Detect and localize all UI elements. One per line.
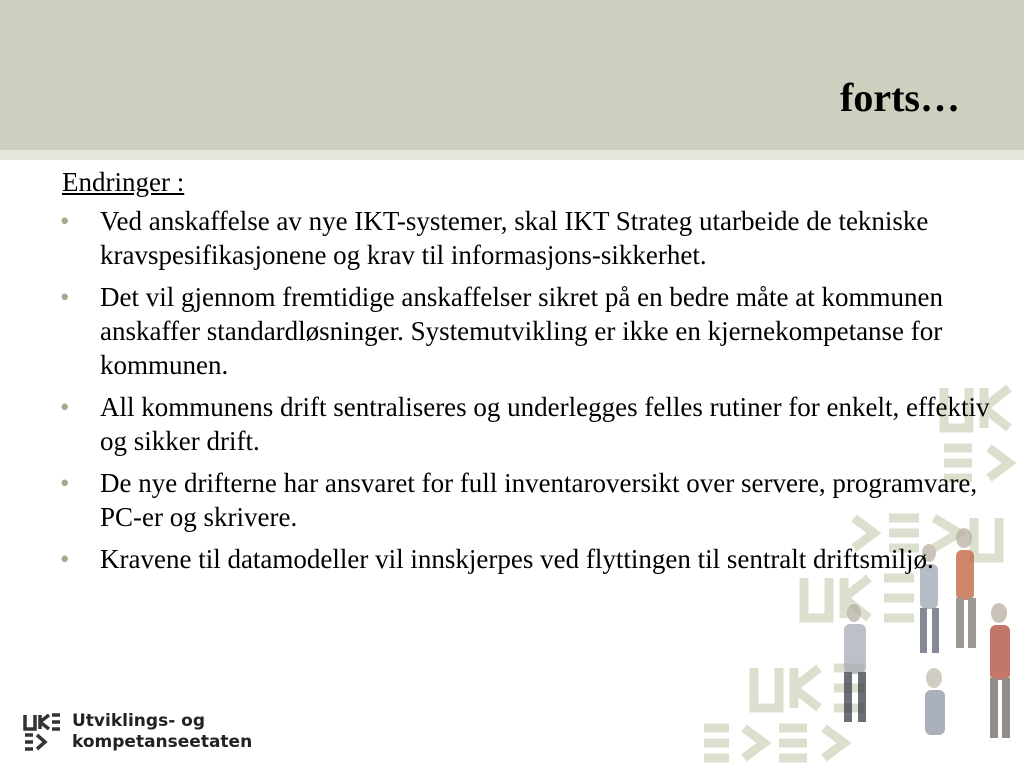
org-name-line1: Utviklings- og [72, 711, 206, 731]
bullet-text: All kommunens drift sentraliseres og underlegges felles rutiner for enkelt, effektiv og sikker drift. [100, 392, 990, 456]
bullet-item [62, 542, 997, 576]
bullet-text: Det vil gjennom fremtidige anskaffelser sikret på en bedre måte at kommunen anskaffer standardløsninger. Systemutvikling er ikke en kjernekompetanse for kommunen. [100, 282, 943, 380]
bullet-marker: • [60, 544, 70, 574]
header-strip [0, 150, 1024, 160]
bullet-item [62, 280, 997, 382]
bullet-marker: • [60, 282, 70, 312]
bullet-text: Ved anskaffelse av nye IKT-systemer, skal IKT Strateg utarbeide de tekniske kravspesifikasjonene og krav til informasjons-sikkerhet. [100, 206, 929, 270]
bullet-marker: • [60, 468, 70, 498]
bullet-list [62, 204, 997, 576]
uke-logo-icon [22, 712, 62, 752]
subheading: Endringer : [62, 167, 185, 197]
org-name [72, 711, 252, 753]
org-name-line2: kompetanseetaten [72, 732, 253, 752]
bullet-marker: • [60, 206, 70, 236]
bullet-text: De nye drifterne har ansvaret for full inventaroversikt over servere, programvare, PC-er og skrivere. [100, 468, 978, 532]
slide-title: forts… [840, 75, 960, 120]
bullet-item [62, 390, 997, 458]
bullet-item [62, 466, 997, 534]
bullet-marker: • [60, 392, 70, 422]
bullet-text: Kravene til datamodeller vil innskjerpes ved flyttingen til sentralt driftsmiljø. [100, 544, 934, 574]
footer-logo [22, 710, 252, 754]
bullet-item [62, 204, 997, 272]
slide-content [62, 165, 997, 584]
